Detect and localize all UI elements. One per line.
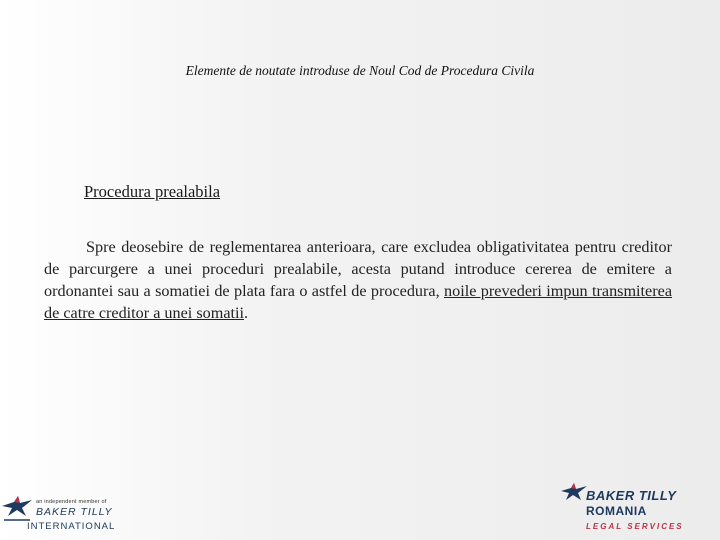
logo-brand-division: LEGAL SERVICES — [586, 522, 684, 531]
logo-brand-name: BAKER TILLY — [586, 488, 677, 503]
logo-tagline: an independent member of — [36, 499, 107, 505]
paragraph-end: . — [244, 304, 249, 322]
logo-brand-name: BAKER TILLY — [36, 506, 113, 518]
paragraph-text: Spre deosebire de reglementarea anterioara, care excludea obligativitatea pentru creditor de parcurgere a unei proceduri prealabile, acesta putand introduce cererea de emitere a ordonantei sau a somatiei de plata fara o astfel de procedura, — [44, 238, 672, 300]
baker-tilly-romania-logo — [560, 482, 700, 538]
paragraph-underlined-text: noile prevederi impun transmiterea de catre creditor a unei somatii — [44, 282, 673, 322]
logo-brand-country: ROMANIA — [586, 504, 647, 518]
slide-title: Elemente de noutate introduse de Noul Cod de Procedura Civila — [185, 63, 535, 78]
bird-icon — [560, 482, 588, 504]
baker-tilly-international-logo — [0, 494, 122, 536]
body-paragraph — [44, 236, 672, 324]
bird-icon — [0, 494, 34, 524]
section-heading: Procedura prealabila — [84, 182, 221, 201]
logo-brand-network: INTERNATIONAL — [27, 521, 116, 532]
